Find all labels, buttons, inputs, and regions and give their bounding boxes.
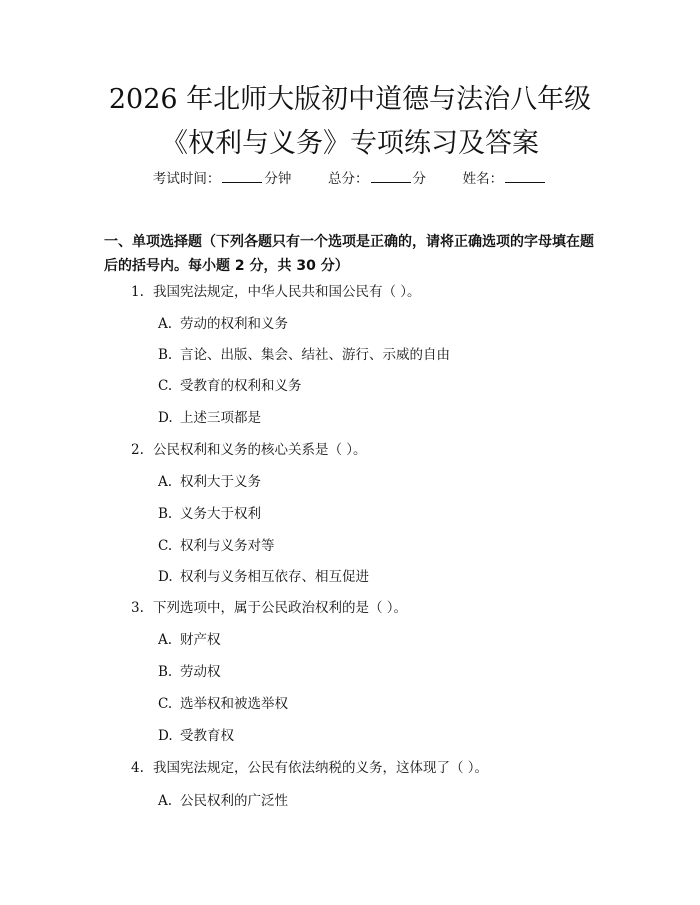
option-text: 受教育的权利和义务 bbox=[180, 378, 302, 394]
option-2b bbox=[158, 504, 261, 524]
option-letter: A. bbox=[158, 316, 173, 332]
question-number: 1. bbox=[131, 284, 144, 300]
option-letter: C. bbox=[158, 538, 173, 554]
option-3d bbox=[158, 726, 234, 746]
option-text: 权利大于义务 bbox=[180, 474, 261, 490]
section-heading: 一、单项选择题（下列各题只有一个选项是正确的，请将正确选项的字母填在题后的括号内。每小题 2 分，共 30 分） bbox=[104, 234, 594, 274]
option-text: 劳动权 bbox=[180, 664, 221, 680]
option-letter: C. bbox=[158, 696, 173, 712]
question-text: 我国宪法规定，公民有依法纳税的义务，这体现了（ ）。 bbox=[153, 760, 489, 776]
option-2c bbox=[158, 536, 275, 556]
score-label: 总分： bbox=[328, 171, 369, 187]
question-number: 2. bbox=[131, 442, 144, 458]
option-letter: A. bbox=[158, 474, 173, 490]
document-title: 2026 年北师大版初中道德与法治八年级《权利与义务》专项练习及答案 bbox=[108, 84, 592, 159]
option-text: 劳动的权利和义务 bbox=[180, 316, 288, 332]
option-text: 言论、出版、集会、结社、游行、示威的自由 bbox=[180, 347, 450, 363]
option-letter: D. bbox=[158, 569, 173, 585]
option-letter: A. bbox=[158, 632, 173, 648]
name-label: 姓名： bbox=[462, 171, 504, 187]
question-text: 下列选项中，属于公民政治权利的是（ ）。 bbox=[153, 600, 408, 616]
option-letter: A. bbox=[158, 793, 173, 809]
option-1d bbox=[158, 408, 261, 428]
exam-time-blank bbox=[222, 170, 262, 183]
option-text: 义务大于权利 bbox=[180, 506, 261, 522]
option-text: 财产权 bbox=[180, 632, 221, 648]
option-letter: B. bbox=[158, 664, 173, 680]
exam-time-unit: 分钟 bbox=[264, 171, 292, 187]
question-4 bbox=[131, 758, 488, 778]
option-3a bbox=[158, 630, 221, 650]
option-1b bbox=[158, 345, 450, 365]
option-4a bbox=[158, 791, 288, 811]
exam-info-line bbox=[0, 169, 700, 189]
option-letter: D. bbox=[158, 728, 173, 744]
option-text: 选举权和被选举权 bbox=[180, 696, 288, 712]
question-text: 公民权利和义务的核心关系是（ ）。 bbox=[153, 442, 367, 458]
option-text: 公民权利的广泛性 bbox=[180, 793, 288, 809]
question-2 bbox=[131, 440, 367, 460]
option-1a bbox=[158, 314, 288, 334]
option-text: 权利与义务对等 bbox=[180, 538, 275, 554]
name-blank bbox=[505, 170, 545, 183]
option-letter: B. bbox=[158, 347, 173, 363]
option-text: 上述三项都是 bbox=[180, 410, 261, 426]
question-number: 4. bbox=[131, 760, 144, 776]
option-2a bbox=[158, 472, 261, 492]
question-text: 我国宪法规定，中华人民共和国公民有（ ）。 bbox=[153, 284, 421, 300]
option-letter: B. bbox=[158, 506, 173, 522]
question-3 bbox=[131, 598, 407, 618]
option-3c bbox=[158, 694, 288, 714]
option-text: 受教育权 bbox=[180, 728, 234, 744]
option-1c bbox=[158, 376, 302, 396]
option-text: 权利与义务相互依存、相互促进 bbox=[180, 569, 369, 585]
option-letter: C. bbox=[158, 378, 173, 394]
score-unit: 分 bbox=[412, 171, 426, 187]
score-blank bbox=[371, 170, 411, 183]
option-2d bbox=[158, 567, 369, 587]
option-3b bbox=[158, 662, 221, 682]
question-1 bbox=[131, 282, 421, 302]
option-letter: D. bbox=[158, 410, 173, 426]
question-number: 3. bbox=[131, 600, 144, 616]
exam-time-label: 考试时间： bbox=[152, 171, 221, 187]
